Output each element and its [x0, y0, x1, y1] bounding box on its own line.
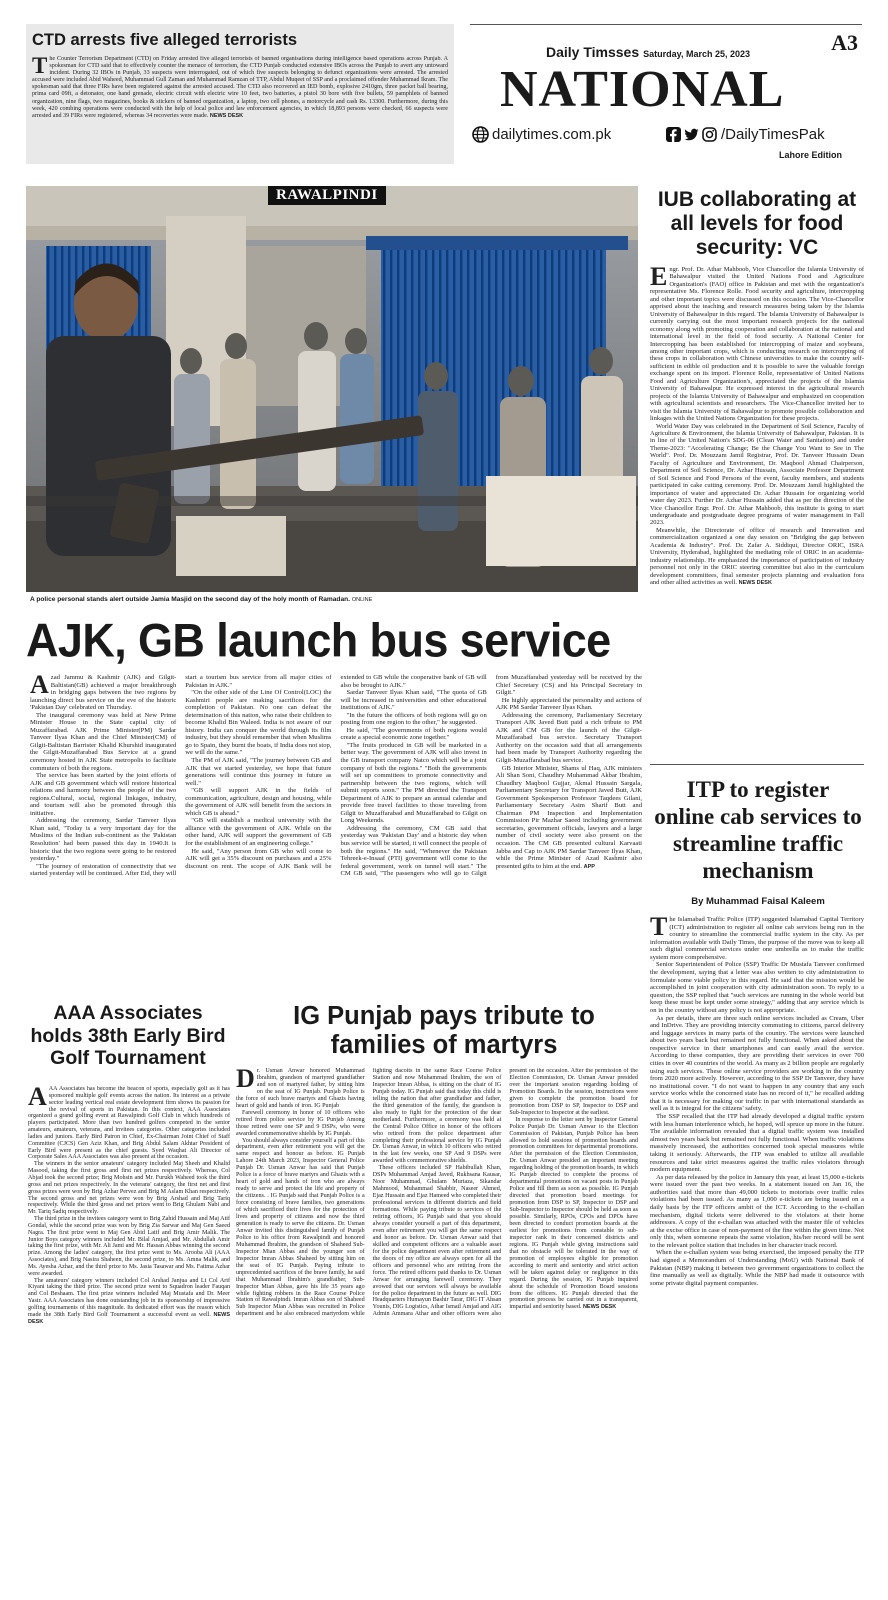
ig-dropcap: D — [236, 1068, 255, 1093]
issue-date: Saturday, March 25, 2023 — [643, 49, 751, 59]
itp-headline: ITP to register online cab services to streamline traffic mechanism — [654, 777, 862, 883]
ctd-body-text: he Counter Terrorism Department (CTD) on Friday arrested five alleged terrorists of banned organisations during intelligence based operations across Punjab. A spokesman for CTD said that to effectively counter the menace of terrorism, the CTD Punjab conducted extensive IBOs across the Punjab to avert any untoward incident. During 32 IBOs in Punjab, 33 suspects were interrogated, out of which five suspects belonging to defunct organizations were arrested. The arrested accused were included Abid Waheed, Muhammad Gull Zaman and Muhammad Ramzan of TTP, Abdul Muqeet of SSP and a proclaimed offender Muhammad Ikram. The spokesman said that three FIRs have been registered against the arrested accused. The CTD also recovered an IED bomb, explosive 2410gm, three packet ball bearing, prima card 09ft, a detonator, one hand grenade, electric circuit with electric wire 10 feet, two batteries, a pistol 30 bore with five bullets, 59 pamphlets of banned organization, nine flags, two magazines, books & stickers of banned organization, a laptop, two cell phones, a motorcycle and cash Rs. 13300. Furthermore, during this week, 420 combing operations were conducted with the help of local police and law enforcement agencies, in which 18,893 persons were checked, 66 suspects were arrested and 39 FIRs were registered, whereas 34 recoveries were made. — [32, 56, 448, 119]
social-handle[interactable]: /DailyTimesPak — [721, 126, 825, 143]
ajk-dropcap: A — [30, 674, 49, 699]
news-photo — [26, 186, 638, 592]
ctd-article — [26, 24, 454, 164]
facebook-icon — [666, 127, 681, 142]
ajk-headline: AJK, GB launch bus service — [26, 612, 611, 667]
globe-icon — [472, 126, 489, 143]
section-title: NATIONAL — [500, 61, 785, 118]
itp-byline: By Muhammad Faisal Kaleem — [691, 896, 825, 907]
ajk-source: APP — [583, 863, 595, 870]
instagram-icon — [702, 127, 717, 142]
ig-body: Dr. Usman Anwar honored Muhammad Ibrahim, grandson of martyred grandfather and son of martyred father, by sitting him on the seat of IG Punjab. Punjab Police is the force of such brave martyrs and Ghazis having heart of gold and hands of iron. IG Punjab Farewell ceremony in honor of 10 officers who retired from police service by IG Punjab Among those retired were one SP and 9 DSPs, who were awarded commemorative shields by IG Punjab. You should always consider yourself a part of this department, even after retirement you will get the same respect and honour as before. IG Punjab Lahore 24th March 2023, Inspector General Police Punjab Dr. Usman Anwar has said that Punjab Police is a force of brave martyrs and Ghazis with a heart of gold and hands of iron who are always ready to serve and protect the life and property of the citizens. . IG Punjab said that Punjab Police is a force consisting of brave families, two generations of which sacrificed their lives for the protection of lives and property of citizens and now the third generation is ready to serve the citizens. Dr. Usman Anwar invited this distinguished family of Punjab Police to his office from Rawalpindi and honored Muhammad Ibrahim, the grandson of Shaheed Sub-Inspector Mian Abbas and the younger son of Inspector Imran Abbas Shaheed by sitting him on the seat of IG Punjab. Paying tribute to unprecedented sacrifices of the brave family, he said that Muhammad Ibrahim's grandfather, Sub-Inspector Mian Abbas, gave his life 35 years ago while fighting robbers in the Race Course Police Station of Rawalpindi. Imran Abbas son of Shaheed Sub Inspector Mian Abbas was recruited in Police department and he also embraced martyrdom while fighting dacoits in the same Race Course Police Station and now Muhammad Ibrahim, the son of Inspector Imran Abbas, is sitting on the chair of IG Punjab today. IG Punjab said that today this child is telling the nation that after grandfather and father, the third generation of the family, the grandson is also ready to fight for the protection of the dear motherland. Furthermore, a ceremony was held at the Central Police Office in honor of the officers who retired from the police department after completing their professional service by IG Punjab Dr. Usman Anwar, in which 10 officers who retired in the last few weeks, one SP And 9 DSPs were awarded with commemorative shields. These officers included SP Habibullah Khan, DSPs Muhammad Amjad Javed, Rukhsana Kausar, Noor Muhammad, Ghulam Murtaza, Sikandar Mahmood, Muhammad Shabbir, Naseer Ahmed, Ejaz Hussain and Ejaz Hameed who completed their professional services in different districts and field formations. While paying tribute to services of the retiring officers, IG Punjab said that you should always consider yourself a part of this department, even after retirement you will get the same respect and honor as before. Dr. Usman Anwar said that skilled and competent officers are a valuable asset for the police department even after retirement and the doors of my office are always open for all the officers and personnel who are retiring from the force. The retired officers paid thanks to Dr. Usman Anwar for arranging farewell ceremony. They avowed that our services will always be available for the police department in the future as well. DIG Headquarters Humayun Bashir Tarar, DIG IT Ahsan Younis, DIG Logistics, Athar Ismail Amjad and AIG Admin Ammara Athar and other officers were also present on the occasion. After the permission of the Election Commission, Dr. Usman Anwar presided over the important session regarding holding of Promotion Boards. In the session, instructions were given to complete the promotion board for promotion from DSP to SP, Inspector to DSP and Sub-Inspector to Inspector at the earliest. In response to the letter sent by Inspector General Police Punjab Dr. Usman Anwar to the Election Commission of Pakistan, Punjab Police has been allowed to hold sessions of promotion boards and promotion committees for departmental promotions. After the permission of the Election Commission, Dr. Usman Anwar presided an important meeting regarding holding of the promotion boards, in which IG Punjab directed to complete the process of departmental promotions on vacant posts in Punjab Police and fill them as soon as possible. IG Punjab directed that promotion board meetings for promotion from DSP to SP, Inspector to DSP and Sub-Inspector to Inspector should be held as soon as possible. Similarly, RPOs, CPOs and DPOs have been directed to conduct promotion boards at the earliest for promotions from constable to sub-inspector rank in their concerned districts and regions. IG Punjab while giving instructions said that no obstacle will be tolerated in the way of promotion of employees eligible for promotion according to merit and seniority and strict action will be taken against delay or negligence in this regard. During the session, IG Punjab inquired about the schedule of Promotion Board sessions from the officers. IG Punjab directed that the promotion process be carried out in a transparent, impartial and seniority based. NEWS DESK — [236, 1068, 638, 1318]
ig-source: NEWS DESK — [582, 1304, 617, 1311]
page-number: A3 — [831, 30, 858, 55]
itp-dropcap: T — [650, 916, 668, 941]
iub-body: Engr. Prof. Dr. Athar Mahboob, Vice Chancellor the Islamia University of Bahawalpur visited the United Nations Food and Agriculture Organization's (FAO) office in Pakistan and met with the organization's representative Ms. Florence Rolle. Food security and agriculture, intercropping and other important topics were discussed on this occasion. The Vice-Chancellor apprised about the teaching and research measures being taken by the Islamia University of Bahawalpur in this regard. The Islamia University of Bahawalpur is currently carrying out the most important research projects for the national economy along with promoting cooperation and collaboration at the national and international level in the field of food security. A National Center for Intercropping has been established for intercropping of maize and soybeans, among other important crops, which is conducting research on intercropping of these crops in collaboration with Chinese universities to make the country self-sufficient in edible oil production and it is possible to save the valuable foreign exchange spent on its import. Florence Rolle, representative of United Nations Food and Agriculture Organization's, appreciated the projects of the Islamia University of Bahawalpur. He expressed interest in the agricultural research projects of the Islamia University of Bahawalpur and emphasized on cooperation with agricultural scientists and researchers. The Vice-Chancellor invited her to visit the Islamia University of Bahawalpur to promote possible collaboration and linkages with the United Nations Organization for these projects. World Water Day was celebrated in the Department of Soil Science, Faculty of Agriculture & Environment, the Islamia University of Bahawalpur, Pakistan. It is in line of the United Nation's SDG-06 (Clean Water and Sanitation) and under Theme-2023: "Accelerating Change; Be the Change You Want to See in The World". Prof. Dr. Mouzzam Jamil Registrar, Prof. Dr. Tanveer Hussain Dean Faculty of Agriculture and Environment, Dr. Maqbool Ahmad Chairperson, Department of Soil Science, Dr. Azhar Hussain, Associate Professor Department of Soil Science and Food Persons of the event, faculty members, and students participated in cake cutting ceremony. Prof. Dr. Mouzzam Jamil highlighted the importance of water and appreciated Dr. Azhar Hussain for organizing world water day 2023. Further Dr. Azhar Hussain added that as per the direction of the Vice Chancellor Engr. Prof. Dr. Athar Mahboob, this institute is going to start undergraduate and postgraduate degree programs of water management in Fall 2023. Meanwhile, the Directorate of office of research and Innovation and commercialization organized a one day session on "Bridging the gap between Academia & Industry". Prof. Dr. Zafar A. Siddiqui, Director ORIC, ISRA University, Hyderabad, highlighted the mediating role of ORIC in an academia-industry relationship. He emphasized the importance of participation of industry personnel not only in the ORIC steering committee but also in the curriculum development committees, final semester projects planning and evaluation fora and other allied activities as well. NEWS DESK — [650, 266, 864, 587]
iub-source: NEWS DESK — [738, 580, 772, 587]
aaa-source: NEWS DESK — [28, 1311, 230, 1325]
ctd-body — [32, 56, 448, 160]
aaa-body: AAA Associates has become the beacon of sports, especially golf as it has sponsored multiple golf events across the nation. Its interest as a private sector leading vertical real estate development firm shows its passion for the revival of sports in Pakistan. In this context, AAA Associates organized a grand golfing event at Rawalpindi Golf Club in which hundreds of players participated. More than two hundred golfers competed in the senior amateurs, amateurs, veterans, and invitees categories. Other categories included ladies and juniors. Early Bird Patron in Chief, Ex-Chairman Joint Chief of Staff Committee (CJCS) Gen Aziz Khan, and Brig Abdul Salam Akhtar President of Early Bird were present as the chief guests. Syed Waqhat Ali Director of Corporate Sales AAA Associates was also present at the occasion. The winners in the senior amateurs' category included Maj Sheeh and Khalid Masood, taking the first gross and first net prizes respectively. Whereas, Col Abjad took the second prize; Brig Mohsin and Mr. Furukh Waheed took the third gross and net prizes respectively. In the veterans' category, the first net and first gross prizes were won by Brig Azhar Pervez and Brig M Aslam Khan respectively. The second gross and net prizes were won by Brig Arshad and Brig Tariq respectively. While the third gross and net prizes went to Brig Ghulam Nabi and Mr. Tariq Sadiq respectively. The third prize in the invitees category went to Brig Zahid Hussain and Maj Atif Gondal, while the second prize was won by Brig Zia Sarwar and Maj Gen Saeed Nagra. The first prize went to Maj Gen Abid Latif and Brig Amir Malik. The Junior Boys category winners included Mr. Bilal Amjad, and Mr. Abdullah Amir taking the first prize, with Mr. Ali Jami and Mr. Hassan Abbas winning the second prize. Among the ladies' category, the first prize went to Ms. Arooba Ali (AAA Associates), and Brig Nasira Shaheen, the second prize, to Ms. Amna Malik, and Ms. Ayesha Azhar, and the third prize to Ms. Jasia Tasawar and Ms. Fatima Azhar were awarded. The amateurs' category winners included Col Arshad Janjua and Lt Col Arif Kiyani taking the third prize. The second prize went to Squadron leader Fauqan and Col Beshaam. The first prize winners included Maj Mustafa and Dr. Meer Yasir. AAA Associates has done outstanding job in its sponsorship of impressive golfing tournaments of this magnitude. Its dedicated effort was the reason which made the 38th Early Bird Golf Tournament a successful event as well. NEWS DESK — [28, 1086, 230, 1325]
ctd-source: NEWS DESK — [209, 112, 244, 119]
photo-caption-text: A police personal stands alert outside Jamia Masjid on the second day of the holy month of Ramadan. — [30, 596, 350, 603]
ctd-dropcap: T — [32, 56, 48, 78]
iub-dropcap: E — [650, 266, 668, 291]
ig-headline: IG Punjab pays tribute to families of martyrs — [293, 1002, 595, 1059]
photo-caption — [30, 596, 640, 603]
aaa-headline: AAA Associates holds 38th Early Bird Golf Tournament — [30, 1002, 226, 1069]
ajk-body: Azad Jammu & Kashmir (AJK) and Gilgit-Baltistan(GB) achieved a major breakthrough in bridging gaps between the two regions by launching direct bus service on the eve of the historic 'Pakistan Day' celebrated on Thursday. The inaugural ceremony was held at New Prime Minister House in the State capital city of Muzaffarabad. AJK Prime Minister(PM) Sardar Tanveer Ilyas Khan and the Chief Minister(CM) of Gilgit-Baltistan Barrister Khalid Khurshid inaugurated the Gilgit-Muzaffarabad Bus Service at a grand ceremony hosted in AJK State metropolis to facilitate commuters of both the regions. The service has been started by the joint efforts of AJK and GB government which will restore historical relations and harmony between the people of the two regions.Cultural, social, regional linkages, industry, and tourism will also be promoted through this initiative. Addressing the ceremony, Sardar Tanveer Ilyas Khan said, "Today is a very important day for the Muslims of the Indian sub-continent as the 'Pakistan Resolution' had been passed this day in 1940.It is historic that the two regions were going to be restored yesterday." "The journey of restoration of connectivity that we started yesterday will be continued. After Eid, they will start a tourism bus service from all major cities of Pakistan in AJK." "On the other side of the Line Of Control(LOC) the Kashmiri people are making sacrifices for the completion of Pakistan. No one can defeat the determination of this nation, who raise their children to become Khalid Bin Waleed. India is not aware of our history. India can conquer the world through its film industry, but they should remember that when Muslims go to Spain, they burnt the boats, if India does not stop, we will do the same." The PM of AJK said, "The journey between GB and AJK that we started yesterday, we hope that future generations will continue this journey in future as well." "GB will support AJK in the fields of communication, agriculture, design and housing, while the government of AJK will benefit from the sectors in which GB is ahead." "GB will establish a medical university with the alliance with the government of AJK. While on the other hand, AJK will support the government of GB for the establishment of an engineering college." He said, "Any person from GB who will come to AJK will get a 35% discount on purchases and a 25% discount on rent. The scope of AJK Bank will be extended to GB while the cooperative bank of GB will also be brought to AJK." Sardar Tanveer Ilyas Khan said, "The quota of GB will be increased in universities and other educational institutions of AJK." "In the future the officers of both regions will go on posting from one region to the other," he suggested. He said, "The governments of both regions would create a special economic zone together." "The fruits produced in GB will be marketed in a better way. The government of AJK will also invest in the GB transport company Natco which will be a joint company of both the regions." "Both the governments will set up committees to promote connectivity and partnership between the two regions, which will submit reports soon." The PM directed the Transport Department of AJK to prepare an annual calendar and provide free travel facilities to those traveling from Gilgit to Muzaffarabad and Muzaffarabad to Gilgit on Long Weekends. Addressing the ceremony, CM GB said that yesterday was 'Pakistan Day' and a historic day when bus service will be started, it will connect the people of both the regions." He said, "Whenever the Pakistan Tehreek-e-Insaaf (PTI) government will come to the federal government, work on tunnel will start." The CM GB said, "The passengers who will go to Gilgit from Muzaffarabad yesterday will be received by the Chief Secretary (CS) and his Principal Secretary in Gilgit." He highly appreciated the personality and actions of AJK PM Sardar Tanveer Ilyas Khan. Addressing the ceremony, Parliamentary Secretary Transport AJK Javed Butt paid a rich tribute to PM AJK and CM GB for the launch of the Gilgit-Muzaffarabad bus service. Secretary Transport Authority on the occasion said that all arrangements had been made by Transport Authority regarding the Gilgit-Muzaffarabad bus service. GB Interior Minister, Shams ul Haq, AJK ministers Ali Shan Soni, Chaudhry Muhammad Akbar Ibrahim, Chaudhry Maqbool Gujjar, Akmal Hussain Sargala, Parliamentary Secretary for Transport Javed Butt, AJK Government Spokesperson Professor Taqdees Gilani, Parliamentary Secretary Asim Sharif Butt and Chairman PM Inspection and Implementation Commission Pir Mazhar Saeed including government secretaries, government officials, lawyers and a large number of civil society were also present on the occasion. The CM GB presented cultural Karvaati Jabba and Cap to AJK PM Sardar Tanveer Ilyas Khan, while the Prime Minister of Azad Kashmir also presented gifts to him at the end. APP — [30, 674, 642, 878]
photo-location-label: RAWALPINDI — [268, 186, 386, 205]
paper-name: Daily Timsses — [546, 44, 640, 60]
masthead — [470, 24, 862, 164]
twitter-icon — [684, 127, 699, 142]
ctd-headline: CTD arrests five alleged terrorists — [32, 31, 298, 49]
itp-body: The Islamabad Traffic Police (ITP) suggested Islamabad Capital Territory (ICT) administration to register all online cab services being run in the country to streamline the commercial traffic system in the city. As per information available with Daily Times, the purpose of the move was to keep all such digital commercial services under one umbrella as to make the traffic system more comprehensive. Senior Superintendent of Police (SSP) Traffic Dr Mustafa Tanveer confirmed the development, saying that a letter was also written to city administration to formulate some viable policy in this regard. He said that the mission would be accomplished in joint cooperation with city administration soon. To reply to a question, the SSP replied that "such services are running in the whole world but keep these must be kept under some strategy," adding that any service which is on in the country without any policy is not appropriate. As per details, there are three such online services included as Cream, Uber and InDrive. They are providing intercity commuting to citizens, parcel delivery and luggage services in many parts of the country. The services were launched about two years back but remained not fully functional. When asked about the respective service in their smartphones and can easily avail the service. According to these companies, they are providing their services in over 700 cities in over 40 countries of the world. As many as 2 billion people are regularly using such services. These online service providers are working in the country from 2020 more actively. However, according to the SSP Dr Tanveer, they have no institutional cover. "I do not want to happen in any country that any such service works while the concerned state has no record of it," he recalled adding that it is necessary for making our traffic in par with international standards as well as it is integral for the citizens' safety. The SSP recalled that the ITP had already developed a digital traffic system with less human interference which, he hoped, will spruce up more in the future. The available information revealed that a digital traffic system was installed almost two years back but remained not fully functional. When traffic violations massively increased, the authorities concerned took special measures while taking it seriously. Afterwards, the ITP was enabled to utilize all available resources and take strict measures against the traffic rules violators through modern equipment. As per data released by the police in January this year, at least 15,000 e-tickets were issued over the past two weeks. In a statement issued on Jan 16, the authorities said that more than 49,000 tickets to motorists over traffic rules violations had been issued. As many as 1,000 e-tickets are being issued on a daily basis by the ITP officers ambit of the ICT. According to the e-challan mechanism, digital tickets were delivered to the violators at their home addresses. A copy of the e-challan was attached with the master file of vehicles at the excise office in case of non-payment of the fine within the given time. Not only this, when someone repeats the same violation, his/her record will be sent to the relevant police station that includes in her character track record. When the e-challan system was being exercised, the imposed penalty the ITP had signed a Memorandum of Understanding (MoU) with National Bank of Pakistan (NBP) making it between two government organizations to collect the fine manually as well as digitally. While the NBP had made it outsource with some private digital payment companies. — [650, 916, 864, 1287]
photo-credit: ONLINE — [351, 597, 373, 603]
edition-label: Lahore Edition — [779, 150, 842, 160]
aaa-dropcap: A — [28, 1086, 47, 1111]
iub-headline: IUB collaborating at all levels for food security: VC — [657, 188, 857, 259]
website-link[interactable]: dailytimes.com.pk — [492, 126, 612, 143]
